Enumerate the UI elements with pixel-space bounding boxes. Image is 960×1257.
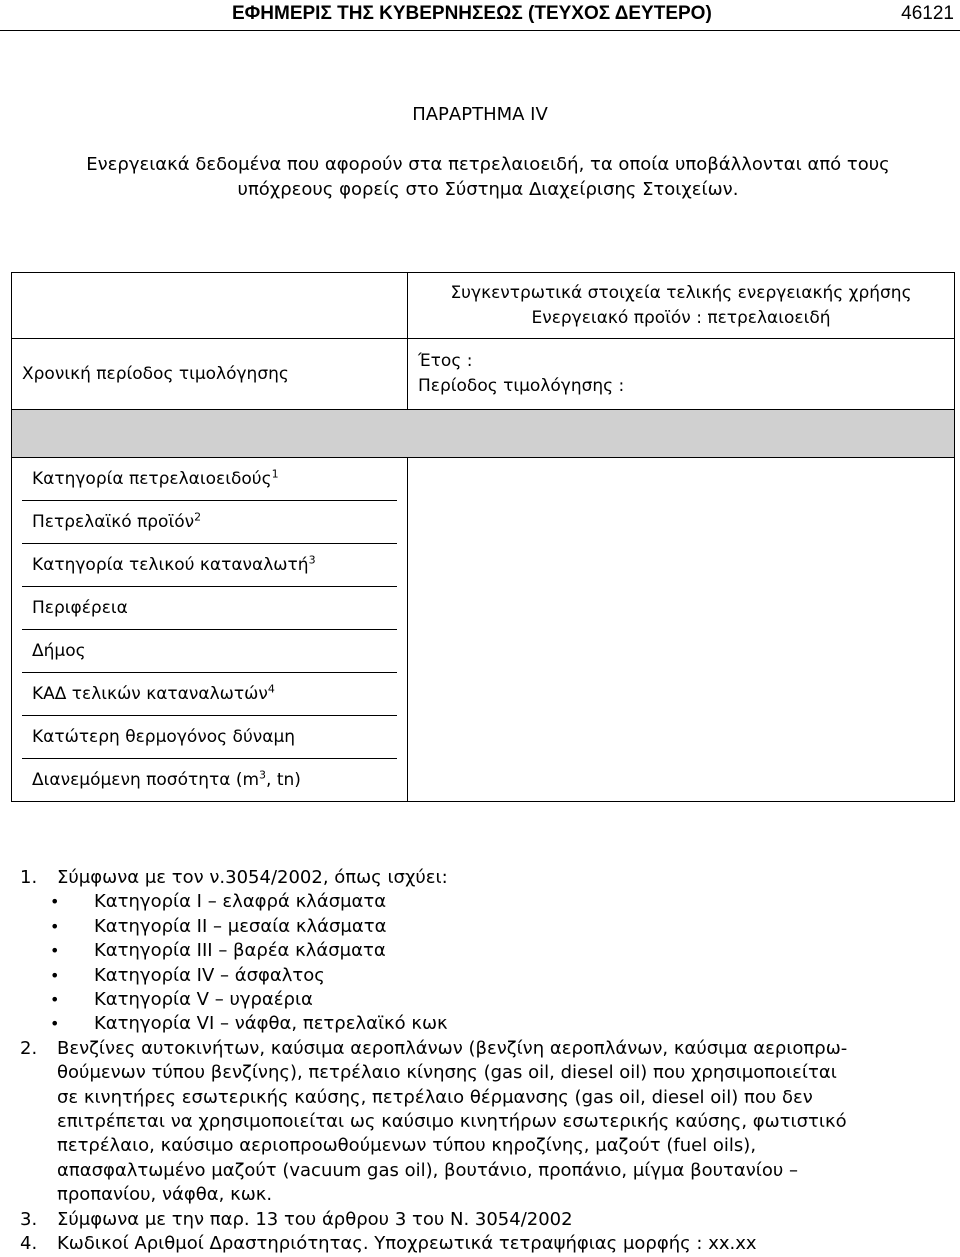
footnote-1	[20, 866, 950, 890]
table-heading-line-1: Συγκεντρωτικά στοιχεία τελικής ενεργειακής χρήσης	[450, 282, 912, 303]
footnote-4-number: 4.	[20, 1233, 38, 1255]
row-product-category: Κατηγορία πετρελαιοειδούς$^1$	[22, 458, 397, 501]
list-item: • Κατηγορία ΙV – άσφαλτος	[20, 964, 950, 988]
footnote-2	[20, 1037, 950, 1208]
annex-intro	[38, 152, 938, 202]
bullet-icon: •	[50, 990, 60, 1010]
bullet-icon: •	[50, 916, 60, 936]
footnote-3	[20, 1208, 950, 1232]
table-heading-cell	[408, 273, 955, 339]
period-label: Χρονική περίοδος τιμολόγησης	[22, 364, 289, 384]
period-label-cell	[12, 339, 408, 410]
grey-separator-cell	[12, 410, 955, 458]
footnote-4	[20, 1232, 950, 1256]
page-number: 46121	[901, 3, 954, 24]
bullet-icon: •	[50, 1014, 60, 1034]
footnote-3-text: Σύμφωνα με την παρ. 13 του άρθρου 3 του Ν. 3054/2002	[57, 1208, 573, 1230]
billing-period-label: Περίοδος τιμολόγησης :	[418, 376, 625, 396]
list-item: • Κατηγορία VI – νάφθα, πετρελαϊκό κωκ	[20, 1012, 950, 1036]
list-item: • Κατηγορία Ι – ελαφρά κλάσματα	[20, 890, 950, 914]
gazette-header	[0, 0, 960, 31]
list-item: • Κατηγορία ΙΙ – μεσαία κλάσματα	[20, 915, 950, 939]
bullet-icon: •	[50, 941, 60, 961]
gazette-title: ΕΦΗΜΕΡΙΣ ΤΗΣ ΚΥΒΕΡΝΗΣΕΩΣ (ΤΕΥΧΟΣ ΔΕΥΤΕΡΟ)	[232, 3, 712, 24]
energy-data-table	[11, 272, 955, 802]
grey-separator-row	[12, 410, 955, 458]
footnote-2-number: 2.	[20, 1037, 38, 1059]
footnote-4-text: Κωδικοί Αριθμοί Δραστηριότητας. Υποχρεωτικά τετραψήφιας μορφής : xx.xx	[57, 1233, 757, 1255]
year-label: Έτος :	[418, 351, 473, 371]
annex-title: ΠΑΡΑΡΤΗΜΑ IV	[412, 104, 548, 125]
footnote-1-number: 1.	[20, 867, 38, 888]
category-bullet-list	[20, 890, 950, 1036]
row-lower-heating-value: Κατώτερη θερμογόνος δύναμη	[22, 716, 397, 759]
intro-line-1: Ενεργειακά δεδομένα που αφορούν στα πετρελαιοειδή, τα οποία υποβάλλονται από τους	[86, 154, 890, 175]
footnote-3-number: 3.	[20, 1208, 38, 1230]
row-distributed-quantity: Διανεμόμενη ποσότητα ($m^3$, tn)	[32, 768, 301, 790]
bullet-icon: •	[50, 892, 60, 912]
table-corner-cell	[12, 273, 408, 339]
bullet-icon: •	[50, 965, 60, 985]
row-activity-codes: ΚΑΔ τελικών καταναλωτών$^4$	[22, 673, 397, 716]
row-region: Περιφέρεια	[22, 587, 397, 630]
category-values-cell	[408, 458, 955, 802]
row-municipality: Δήμος	[22, 630, 397, 673]
category-labels-cell	[12, 458, 408, 802]
intro-line-2: υπόχρεους φορείς στο Σύστημα Διαχείρισης Στοιχείων.	[237, 179, 739, 200]
footnote-2-text: Βενζίνες αυτοκινήτων, καύσιμα αεροπλάνων (βενζίνη αεροπλάνων, καύσιμα αεριοπρω- θούμενων τύπου βενζίνης), πετρέλαιο κίνησης (gas oil, diesel oil) που χρησιμοποιείται σε κινητήρες εσωτερικής καύσης, πετρέλαιο θέρμανσης (gas oil, diesel oil) που δεν επιτρέπεται να χρησιμοποιείται ως καύσιμο κινητήρων εσωτερικής καύσης, φωτιστικό πετρέλαιο, καύσιμο αεριοπροωθούμενων τύπου κηροζίνης, μαζούτ (fuel oils), απασφαλτωμένο μαζούτ (vacuum gas oil), βουτάνιο, προπάνιο, μίγμα βουτανίου – προπανίου, νάφθα, κωκ.	[57, 1037, 848, 1206]
footnotes	[20, 866, 950, 1257]
list-item: • Κατηγορία ΙΙΙ – βαρέα κλάσματα	[20, 939, 950, 963]
period-value-cell	[408, 339, 955, 410]
list-item: • Κατηγορία V – υγραέρια	[20, 988, 950, 1012]
table-heading-line-2: Ενεργειακό προϊόν : πετρελαιοειδή	[531, 307, 831, 328]
row-petroleum-product: Πετρελαϊκό προϊόν$^2$	[22, 501, 397, 544]
footnote-1-text: Σύμφωνα με τον ν.3054/2002, όπως ισχύει:	[57, 867, 448, 888]
row-consumer-category: Κατηγορία τελικού καταναλωτή$^3$	[22, 544, 397, 587]
